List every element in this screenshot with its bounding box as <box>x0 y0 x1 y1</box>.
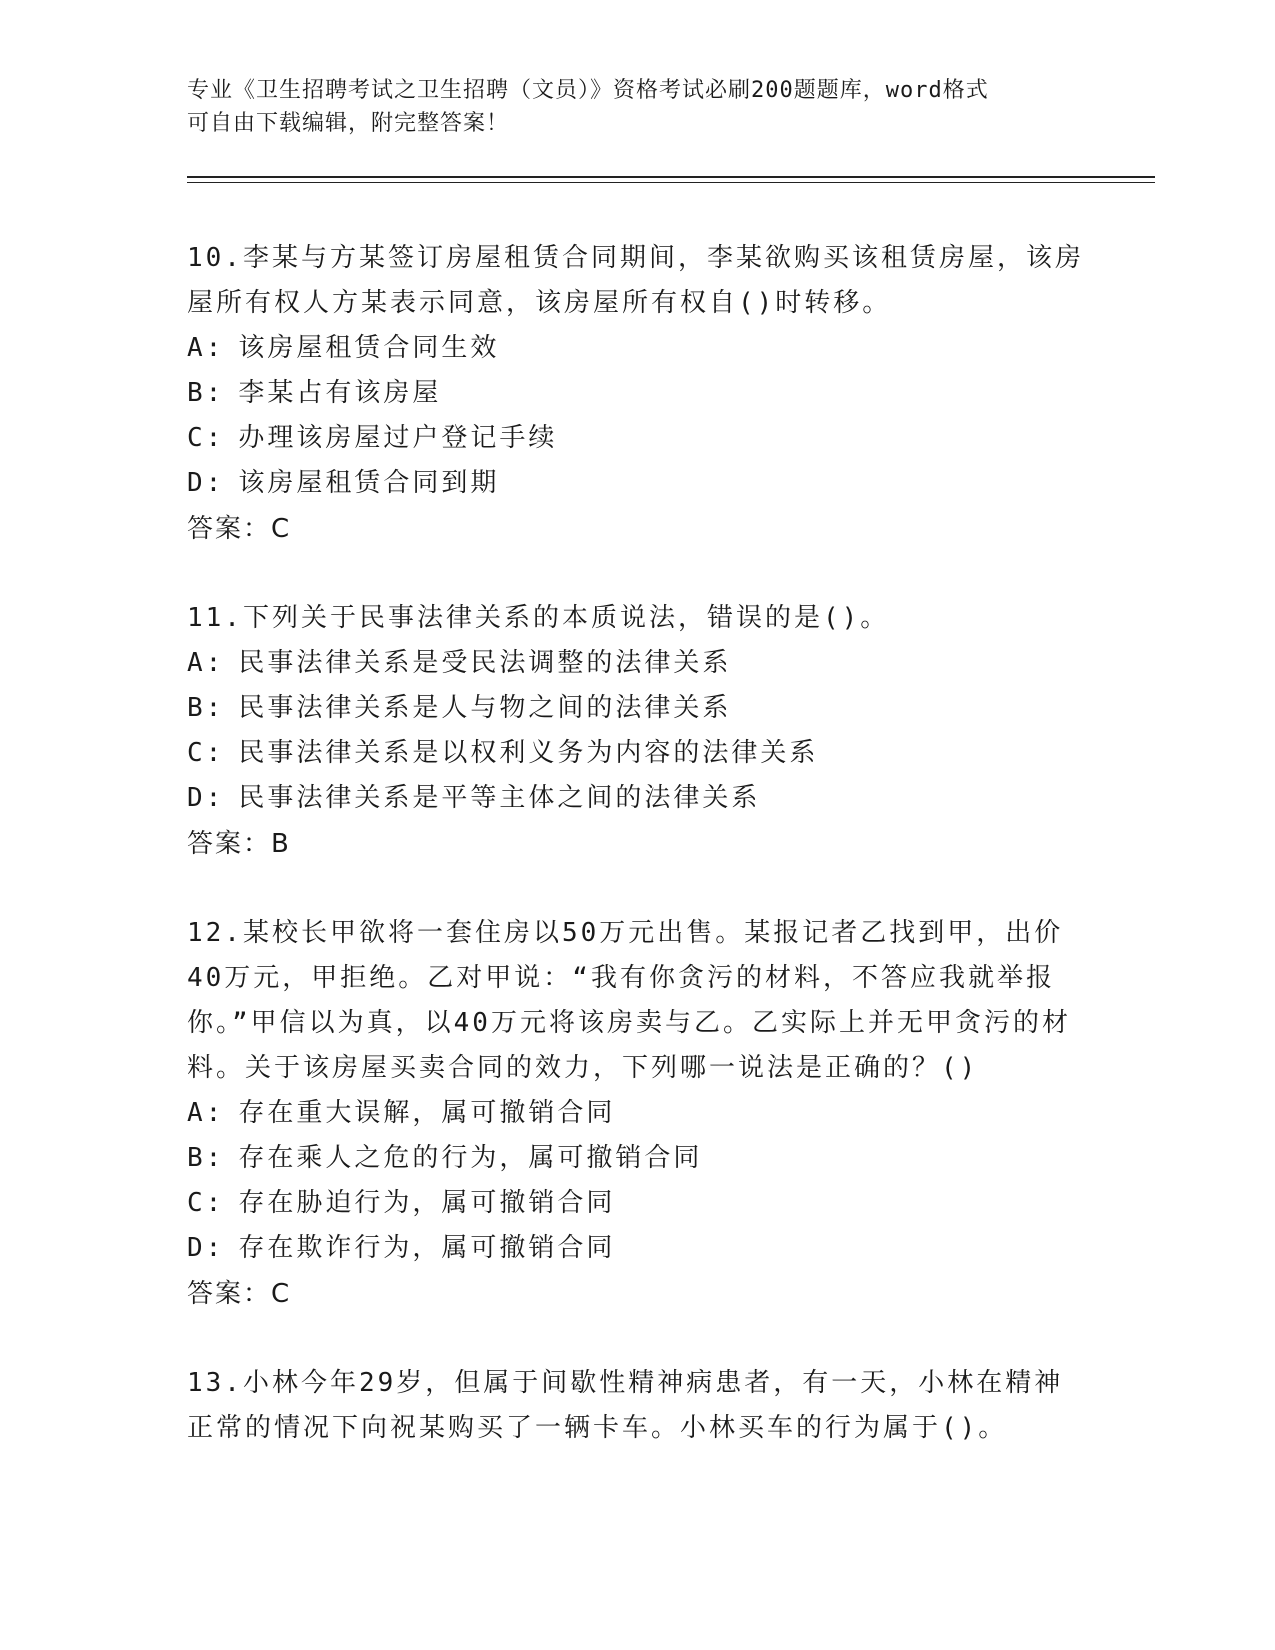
option-letter: A: <box>187 648 225 678</box>
option-a <box>187 326 1087 371</box>
header-divider-thin <box>187 182 1155 183</box>
answer-line: 答案：C <box>187 514 292 544</box>
question-block <box>187 596 1087 867</box>
option-c <box>187 416 1087 461</box>
option-a <box>187 1091 1087 1136</box>
option-letter: B: <box>187 378 225 408</box>
option-letter: A: <box>187 1098 225 1128</box>
option-b <box>187 1136 1087 1181</box>
option-b <box>187 686 1087 731</box>
option-text: 民事法律关系是人与物之间的法律关系 <box>238 693 732 723</box>
option-letter: D: <box>187 783 225 813</box>
option-d <box>187 776 1087 821</box>
option-b <box>187 371 1087 416</box>
question-block <box>187 236 1087 552</box>
option-letter: A: <box>187 333 225 363</box>
question-text: 11.下列关于民事法律关系的本质说法，错误的是()。 <box>187 603 890 633</box>
answer-line: 答案：C <box>187 1279 292 1309</box>
header-line-2: 可自由下载编辑，附完整答案！ <box>187 111 510 136</box>
option-letter: D: <box>187 468 225 498</box>
question-text: 12.某校长甲欲将一套住房以50万元出售。某报记者乙找到甲，出价40万元，甲拒绝。乙对甲说：“我有你贪污的材料，不答应我就举报你。”甲信以为真，以40万元将该房卖与乙。乙实际上并无甲贪污的材料。关于该房屋买卖合同的效力，下列哪一说法是正确的？() <box>187 918 1071 1083</box>
option-text: 存在欺诈行为，属可撤销合同 <box>238 1233 616 1263</box>
question-block <box>187 1361 1087 1451</box>
option-d <box>187 1226 1087 1271</box>
option-letter: B: <box>187 1143 225 1173</box>
question-list <box>187 236 1087 1495</box>
option-c <box>187 731 1087 776</box>
option-text: 民事法律关系是平等主体之间的法律关系 <box>238 783 761 813</box>
option-text: 存在乘人之危的行为，属可撤销合同 <box>238 1143 703 1173</box>
question-block <box>187 911 1087 1317</box>
option-text: 李某占有该房屋 <box>238 378 442 408</box>
option-letter: D: <box>187 1233 225 1263</box>
option-text: 民事法律关系是以权利义务为内容的法律关系 <box>238 738 819 768</box>
document-header <box>187 74 1087 140</box>
option-c <box>187 1181 1087 1226</box>
option-letter: C: <box>187 1188 225 1218</box>
option-d <box>187 461 1087 506</box>
option-letter: B: <box>187 693 225 723</box>
option-letter: C: <box>187 738 225 768</box>
option-text: 该房屋租赁合同生效 <box>238 333 500 363</box>
question-text: 10.李某与方某签订房屋租赁合同期间，李某欲购买该租赁房屋，该房屋所有权人方某表示同意，该房屋所有权自()时转移。 <box>187 243 1084 318</box>
option-text: 存在胁迫行为，属可撤销合同 <box>238 1188 616 1218</box>
option-text: 民事法律关系是受民法调整的法律关系 <box>238 648 732 678</box>
option-text: 办理该房屋过户登记手续 <box>238 423 558 453</box>
answer-line: 答案：B <box>187 829 291 859</box>
option-text: 存在重大误解，属可撤销合同 <box>238 1098 616 1128</box>
header-divider <box>187 176 1155 178</box>
header-line-1: 专业《卫生招聘考试之卫生招聘（文员）》资格考试必刷200题题库，word格式 <box>187 78 989 103</box>
option-text: 该房屋租赁合同到期 <box>238 468 500 498</box>
question-text: 13.小林今年29岁，但属于间歇性精神病患者，有一天，小林在精神正常的情况下向祝某购买了一辆卡车。小林买车的行为属于()。 <box>187 1368 1064 1443</box>
option-a <box>187 641 1087 686</box>
option-letter: C: <box>187 423 225 453</box>
